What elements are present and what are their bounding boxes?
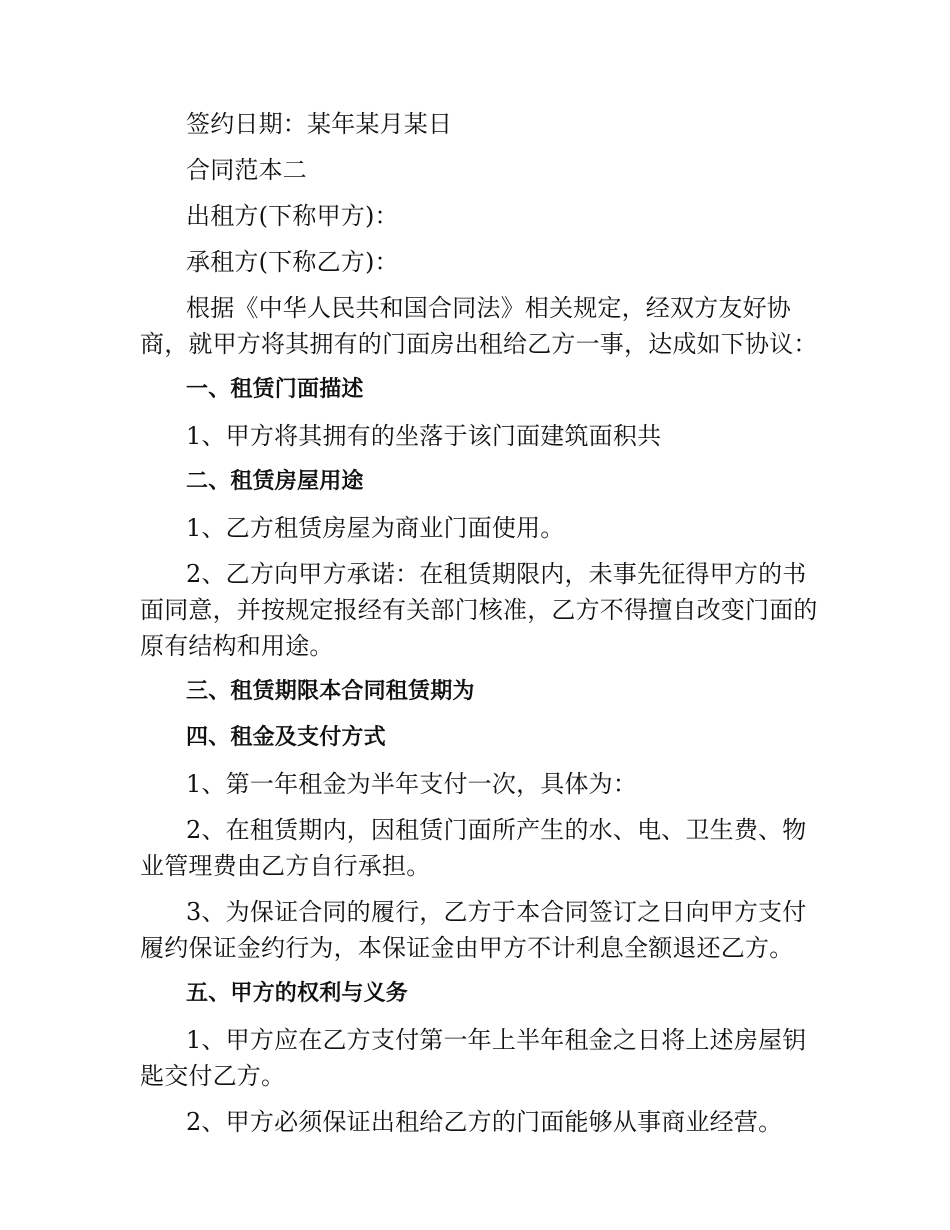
section-heading-4: 四、租金及支付方式 xyxy=(186,725,386,750)
clause-4-2: 2、在租赁期内，因租赁门面所产生的水、电、卫生费、物业管理费由乙方自行承担。 xyxy=(140,816,807,880)
section-heading-3: 三、租赁期限本合同租赁期为 xyxy=(186,679,475,704)
clause-5-1: 1、甲方应在乙方支付第一年上半年租金之日将上述房屋钥匙交付乙方。 xyxy=(140,1026,807,1090)
contract-template-title: 合同范本二 xyxy=(186,156,307,184)
preamble-paragraph: 根据《中华人民共和国合同法》相关规定，经双方友好协商，就甲方将其拥有的门面房出租给乙方一事，达成如下协议： xyxy=(140,294,818,358)
lessee-line: 承租方(下称乙方)： xyxy=(186,248,399,276)
section-heading-5: 五、甲方的权利与义务 xyxy=(186,981,409,1006)
section-heading-2: 二、租赁房屋用途 xyxy=(186,469,364,494)
lessor-line: 出租方(下称甲方)： xyxy=(186,202,399,230)
clause-4-3: 3、为保证合同的履行，乙方于本合同签订之日向甲方支付履约保证金约行为，本保证金由甲方不计利息全额退还乙方。 xyxy=(140,898,807,962)
clause-1-1: 1、甲方将其拥有的坐落于该门面建筑面积共 xyxy=(186,422,662,450)
clause-2-1: 1、乙方租赁房屋为商业门面使用。 xyxy=(186,514,565,542)
signing-date: 签约日期：某年某月某日 xyxy=(186,110,453,138)
clause-2-2: 2、乙方向甲方承诺：在租赁期限内，未事先征得甲方的书面同意，并按规定报经有关部门核准，乙方不得擅自改变门面的原有结构和用途。 xyxy=(140,560,818,660)
section-heading-1: 一、租赁门面描述 xyxy=(186,377,364,402)
document-body xyxy=(140,106,830,1150)
clause-5-2: 2、甲方必须保证出租给乙方的门面能够从事商业经营。 xyxy=(186,1108,783,1136)
clause-4-1: 1、第一年租金为半年支付一次，具体为： xyxy=(186,770,638,798)
